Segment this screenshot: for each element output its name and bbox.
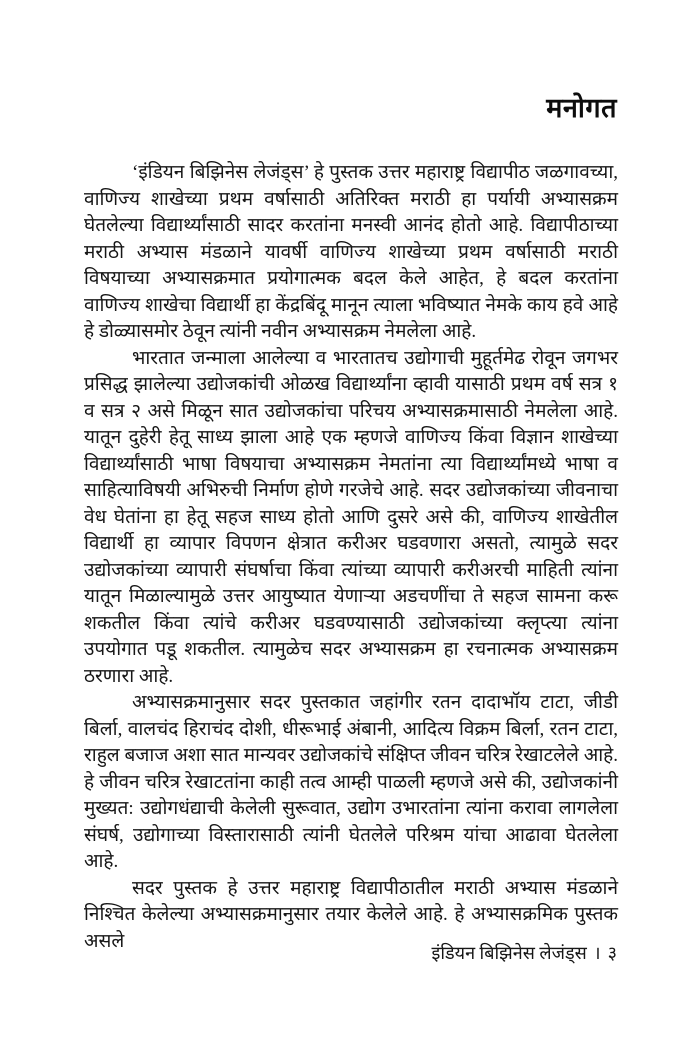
footer-separator: । <box>593 943 601 963</box>
footer-page-number: ३ <box>607 943 617 963</box>
paragraph: भारतात जन्माला आलेल्या व भारतातच उद्योगाची मुहूर्तमेढ रोवून जगभर प्रसिद्ध झालेल्या उद्योजकांची ओळख विद्यार्थ्यांना व्हावी यासाठी प्रथम वर्ष सत्र १ व सत्र २ असे मिळून सात उद्योजकांचा परिचय अभ्यासक्रमासाठी नेमलेला आहे. यातून दुहेरी हेतू साध्य झाला आहे एक म्हणजे वाणिज्य किंवा विज्ञान शाखेच्या विद्यार्थ्यांसाठी भाषा विषयाचा अभ्यासक्रम नेमतांना त्या विद्यार्थ्यांमध्ये भाषा व साहित्याविषयी अभिरुची निर्माण होणे गरजेचे आहे. सदर उद्योजकांच्या जीवनाचा वेध घेतांना हा हेतू सहज साध्य होतो आणि दुसरे असे की, वाणिज्य शाखेतील विद्यार्थी हा व्यापार विपणन क्षेत्रात करीअर घडवणारा असतो, त्यामुळे सदर उद्योजकांच्या व्यापारी संघर्षाचा किंवा त्यांच्या व्यापारी करीअरची माहिती त्यांना यातून मिळाल्यामुळे उत्तर आयुष्यात येणाऱ्या अडचणींचा ते सहज सामना करू शकतील किंवा त्यांचे करीअर घडवण्यासाठी उद्योजकांच्या क्लृप्त्या त्यांना उपयोगात पडू शकतील. त्यामुळेच सदर अभ्यासक्रम हा रचनात्मक अभ्यासक्रम ठरणारा आहे. <box>84 347 618 687</box>
paragraph: सदर पुस्तक हे उत्तर महाराष्ट्र विद्यापीठातील मराठी अभ्यास मंडळाने निश्चित केलेल्या अभ्यासक्रमानुसार तयार केलेले आहे. हे अभ्यासक्रमिक पुस्तक असले <box>84 877 618 952</box>
page-title: मनोगत <box>546 93 617 123</box>
paragraph: ‘इंडियन बिझिनेस लेजंड्स’ हे पुस्तक उत्तर महाराष्ट्र विद्यापीठ जळगावच्या, वाणिज्य शाखेच्या प्रथम वर्षासाठी अतिरिक्त मराठी हा पर्यायी अभ्यासक्रम घेतलेल्या विद्यार्थ्यांसाठी सादर करतांना मनस्वी आनंद होतो आहे. विद्यापीठाच्या मराठी अभ्यास मंडळाने यावर्षी वाणिज्य शाखेच्या प्रथम वर्षासाठी मराठी विषयाच्या अभ्यासक्रमात प्रयोगात्मक बदल केले आहेत, हे बदल करतांना वाणिज्य शाखेचा विद्यार्थी हा केंद्रबिंदू मानून त्याला भविष्यात नेमके काय हवे आहे हे डोळ्यासमोर ठेवून त्यांनी नवीन अभ्यासक्रम नेमलेला आहे. <box>84 162 618 342</box>
page-footer <box>432 941 618 965</box>
paragraph: अभ्यासक्रमानुसार सदर पुस्तकात जहांगीर रतन दादाभॉय टाटा, जीडी बिर्ला, वालचंद हिराचंद दोशी, धीरूभाई अंबानी, आदित्य विक्रम बिर्ला, रतन टाटा, राहुल बजाज अशा सात मान्यवर उद्योजकांचे संक्षिप्त जीवन चरित्र रेखाटलेले आहे. हे जीवन चरित्र रेखाटतांना काही तत्व आम्ही पाळली म्हणजे असे की, उद्योजकांनी मुख्यत: उद्योगधंद्याची केलेली सुरूवात, उद्योग उभारतांना त्यांना करावा लागलेला संघर्ष, उद्योगाच्या विस्तारासाठी त्यांनी घेतलेले परिश्रम यांचा आढावा घेतलेला आहे. <box>84 692 618 872</box>
footer-book-title: इंडियन बिझिनेस लेजंड्स <box>431 943 587 963</box>
body-text <box>84 160 618 955</box>
